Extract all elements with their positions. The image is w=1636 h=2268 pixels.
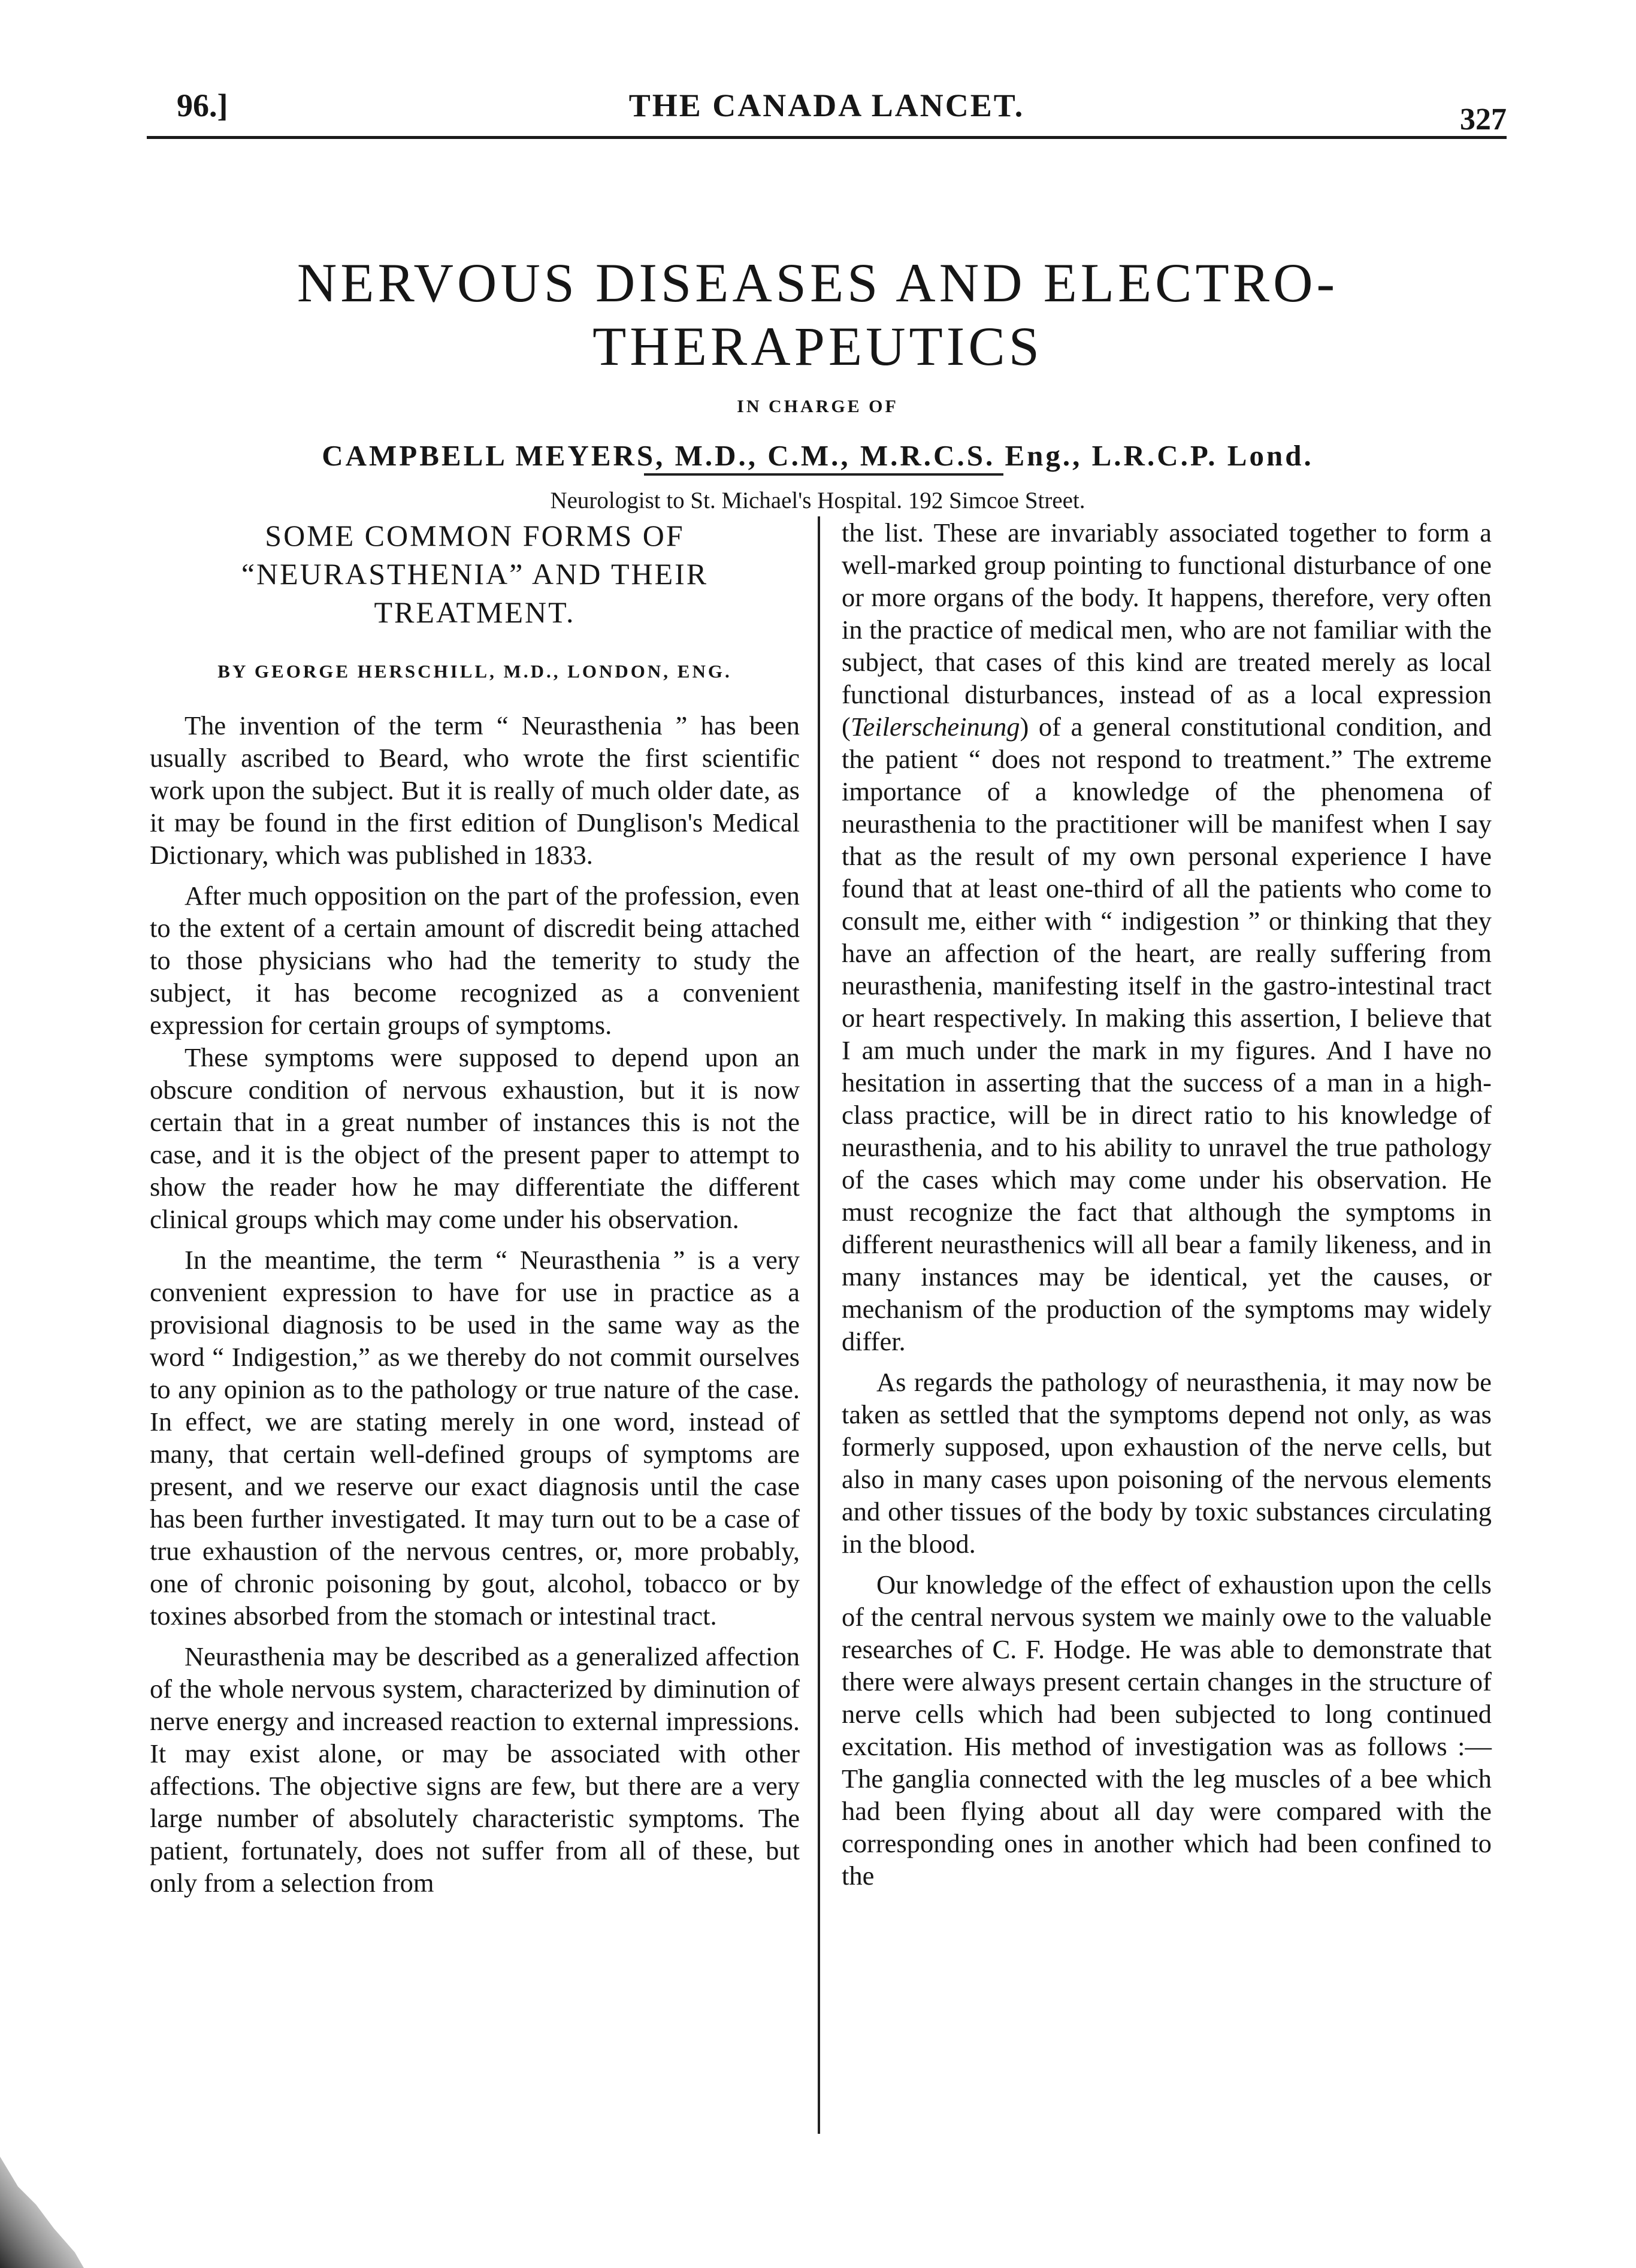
editor-affiliation: Neurologist to St. Michael's Hospital. 192 Simcoe Street. xyxy=(550,487,1085,513)
journal-title: THE CANADA LANCET. xyxy=(628,87,1025,123)
right-column xyxy=(842,516,1492,1892)
header-rule xyxy=(147,136,1507,139)
section-editor: CAMPBELL MEYERS, M.D., C.M., M.R.C.S. Eng., L.R.C.P. Lond. xyxy=(322,439,1314,472)
page-number: 327 xyxy=(1460,102,1507,137)
paragraph: In the meantime, the term “ Neurasthenia ” is a very convenient expression to have for use in practice as a provisional diagnosis to be used in the same way as the word “ Indigestion,” as we thereby do not commit ourselves to any opinion as to the pathology or true nature of the case. In effect, we are stating merely in one word, instead of many, that certain well-defined groups of symptoms are present, and we reserve our exact diagnosis until the case has been further investigated. It may turn out to be a case of true exhaustion of the nervous centres, or, more probably, one of chronic poisoning by gout, alcohol, tobacco or by toxines absorbed from the stomach or intestinal tract. xyxy=(150,1245,800,1631)
paragraph: Our knowledge of the effect of exhaustion upon the cells of the central nervous system we mainly owe to the valuable researches of C. F. Hodge. He was able to demonstrate that there were always present certain changes in the structure of nerve cells which had been subjected to long continued excitation. His method of investigation was as follows :—The ganglia connected with the leg muscles of a bee which had been flying about all day were compared with the corresponding ones in another which had been confined to the xyxy=(842,1570,1492,1891)
paragraph: After much opposition on the part of the profession, even to the extent of a certain amount of discredit being attached to those physicians who had the temerity to study the subject, it has become recognized as a convenient expression for certain groups of symptoms. xyxy=(150,881,800,1040)
section-divider xyxy=(644,473,1003,476)
paragraph: The invention of the term “ Neurasthenia ” has been usually ascribed to Beard, who wrote the first scientific work upon the subject. But it is really of much older date, as it may be found in the first edition of Dunglison's Medical Dictionary, which was published in 1833. xyxy=(150,710,800,870)
running-header xyxy=(147,81,1507,141)
article-title: SOME COMMON FORMS OF “NEURASTHENIA” AND THEIR TREATMENT. xyxy=(241,519,709,629)
paragraph-continued xyxy=(842,516,1492,1357)
paragraph: Neurasthenia may be described as a generalized affection of the whole nervous system, characterized by diminution of nerve energy and increased reaction to external impressions. It may exist alone, or may be associated with other affections. The objective signs are few, but there are a very large number of absolutely characteristic symptoms. The patient, fortunately, does not suffer from all of these, but only from a selection from xyxy=(150,1641,800,1898)
text-run: ) of a general constitutional condition, and the patient “ does not respond to treatment.” The extreme importance of a knowledge of the phenomena of neurasthenia to the practitioner will be manifest when I say that as the result of my own personal experience I have found that at least one-third of all the patients who come to consult me, either with “ indigestion ” or thinking that they have an affection of the heart, are really suffering from neurasthenia, manifesting itself in the gastro-intestinal tract or heart respectively. In making this assertion, I believe that I am much under the mark in my figures. And I have no hesitation in asserting that the success of a man in a high-class practice, will be in direct ratio to his knowledge of neurasthenia, and to his ability to unravel the true pathology of the cases which may come under his observation. He must recognize the fact that although the symptoms in different neurasthenics will all bear a family likeness, and in many instances may be identical, yet the causes, or mechanism of the production of the symptoms may widely differ. xyxy=(842,712,1492,1356)
left-column xyxy=(150,516,800,1899)
scan-edge-shadow xyxy=(0,2133,84,2268)
column-divider xyxy=(818,516,820,2134)
paragraph: These symptoms were supposed to depend upon an obscure condition of nervous exhaustion, but it is now certain that in a great number of instances this is not the case, and it is the object of the present paper to attempt to show the reader how he may differentiate the different clinical groups which may come under his observation. xyxy=(150,1042,800,1234)
text-run: the list. These are invariably associated together to form a well-marked group pointing to functional disturbance of one or more organs of the body. It happens, therefore, very often in the practice of medical men, who are not familiar with the subject, that cases of this kind are treated merely as local functional disturbances, instead of as a local expression ( xyxy=(842,518,1492,742)
section-title: NERVOUS DISEASES AND ELECTRO-THERAPEUTICS xyxy=(297,252,1339,377)
article-byline: BY GEORGE HERSCHILL, M.D., LONDON, ENG. xyxy=(217,661,732,682)
in-charge-of-label: IN CHARGE OF xyxy=(737,396,899,416)
volume-number: 96.] xyxy=(177,87,228,123)
foreign-term: Teilerscheinung xyxy=(850,712,1020,742)
paragraph: As regards the pathology of neurasthenia, it may now be taken as settled that the symptoms depend not only, as was formerly supposed, upon exhaustion of the nerve cells, but also in many cases upon poisoning of the nervous elements and other tissues of the body by toxic substances circulating in the blood. xyxy=(842,1367,1492,1559)
